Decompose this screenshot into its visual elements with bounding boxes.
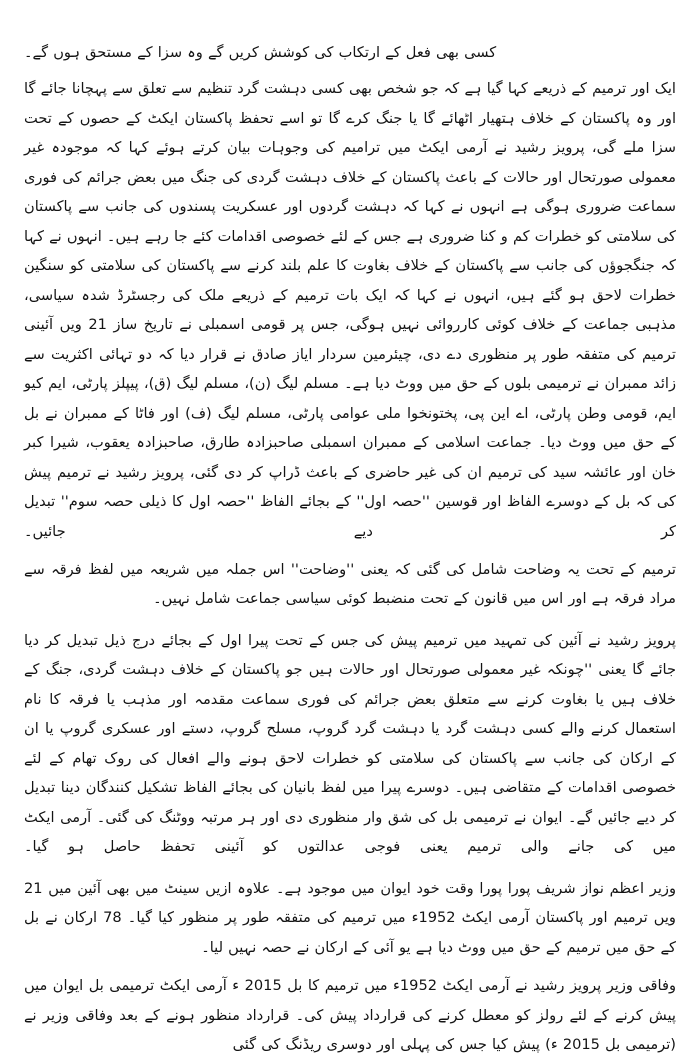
paragraph-2: ایک اور ترمیم کے ذریعے کہا گیا ہے کہ جو شخص بھی کسی دہشت گرد تنظیم سے تعلق سے پہچانا جائے گا اور وہ پاکستان کے خلاف ہتھیار اٹھائے گا یا جنگ کرے گا تو اسے تحفظ پاکستان ایکٹ کے حصوں کے تحت سزا ملے گی، پرویز رشید نے آرمی ایکٹ میں ترامیم کی وجوہات بیان کرتے ہوئے کہا کہ موجودہ غیر معمولی صورتحال اور حالات کے باعث پاکستان کے خلاف دہشت گردی کی جنگ میں بعض جرائم کی فوری سماعت ضروری ہوگی ہے انہوں نے کہا کہ دہشت گردوں اور عسکریت پسندوں کی جانب سے پاکستان کی سلامتی کو خطرات کم و کنا ضروری ہے جس کے لئے خصوصی اقدامات کئے جا رہے ہیں۔ انہوں نے کہا کہ جنگجوؤں کی جانب سے پاکستان کے خلاف بغاوت کا علم بلند کرنے سے پاکستان کی سلامتی کو سنگین خطرات لاحق ہو گئے ہیں، انہوں نے کہا کہ ایک بات ترمیم کے ذریعے ملک کی رجسٹرڈ شدہ سیاسی، مذہبی جماعت کے خلاف کوئی کارروائی نہیں ہوگی، جس پر قومی اسمبلی نے تاریخ ساز 21 ویں آئینی ترمیم کی متفقہ طور پر منظوری دے دی، چیئرمین سردار ایاز صادق نے قرار دیا کہ دو تہائی اکثریت سے زائد ممبران نے ترمیمی بلوں کے حق میں ووٹ دیا ہے۔ مسلم لیگ (ن)، مسلم لیگ (ق)، پیپلز پارٹی، ایم کیو ایم، قومی وطن پارٹی، اے این پی، پختونخوا ملی عوامی پارٹی، مسلم لیگ (ف) اور فاٹا کے ممبران نے بل کے حق میں ووٹ دیا۔ جماعت اسلامی کے ممبران اسمبلی صاحبزادہ طارق، صاحبزادہ یعقوب، شیرا کبر خان اور عائشہ سید کی ترمیم ان کی غیر حاضری کے باعث ڈراپ کر دی گئی، پرویز رشید نے ترمیم پیش کی کہ بل کے دوسرے الفاظ اور قوسین ''حصہ اول'' کے بجائے الفاظ ''حصہ اول کا ذیلی حصہ سوم'' تبدیل کر دیے جائیں۔ [24, 80, 676, 540]
paragraph-4: پرویز رشید نے آئین کی تمہید میں ترمیم پیش کی جس کے تحت پیرا اول کے بجائے درج ذیل تبدیل کر دیا جائے گا یعنی ''چونکہ غیر معمولی صورتحال اور حالات ہیں جو پاکستان کے خلاف دہشت گردی، جنگ کے خلاف ہیں یا بغاوت کرنے سے متعلق بعض جرائم کی فوری سماعت مقدمہ اور مذہب یا فرقہ کا نام استعمال کرنے والے کسی دہشت گرد یا دہشت گرد گروپ، مسلح گروپ، دستے اور عسکری گروپ یا ان کے ارکان کی جانب سے پاکستان کی سلامتی کو خطرات لاحق ہونے والے افعال کی روک تھام کے لئے خصوصی اقدامات کے متقاضی ہیں۔ دوسرے پیرا میں لفظ بانیان کی بجائے الفاظ تشکیل کنندگان دینا تبدیل کر دیے جائیں گے۔ ایوان نے ترمیمی بل کی شق وار منظوری دی اور ہر مرتبہ ووٹنگ کی گئی۔ آرمی ایکٹ میں کی جانے والی ترمیم یعنی فوجی عدالتوں کو آئینی تحفظ حاصل ہو گیا۔ [24, 631, 676, 856]
paragraph-3: ترمیم کے تحت یہ وضاحت شامل کی گئی کہ یعنی ''وضاحت'' اس جملہ میں شریعہ میں لفظ فرقہ سے مراد فرقہ ہے اور اس میں قانون کے تحت منضبط کوئی سیاسی جماعت شامل نہیں۔ [24, 560, 676, 608]
paragraph-1: کسی بھی فعل کے ارتکاب کی کوشش کریں گے وہ سزا کے مستحق ہوں گے۔ [24, 44, 497, 61]
paragraph-5: وزیر اعظم نواز شریف پورا پورا وقت خود ایوان میں موجود ہے۔ علاوہ ازیں سینٹ میں بھی آئین میں 21 ویں ترمیم اور پاکستان آرمی ایکٹ 1952ء میں ترمیم کی متفقہ طور پر منظور کیا گیا۔ 78 ارکان نے بل کے حق میں ترمیم کے حق میں ووٹ دیا ہے یو آئی کے ارکان نے حصہ نہیں لیا۔ [24, 879, 676, 956]
paragraph-6: وفاقی وزیر پرویز رشید نے آرمی ایکٹ 1952ء میں ترمیم کا بل 2015 ء آرمی ایکٹ ترمیمی بل ایوان میں پیش کرنے کے لئے رولز کو معطل کرنے کی قرارداد پیش کی۔ قرارداد منظور ہونے کے بعد وفاقی وزیر نے (ترمیمی بل 2015 ء) پیش کیا جس کی پہلی اور دوسری ریڈنگ کی گئی [24, 977, 677, 1053]
